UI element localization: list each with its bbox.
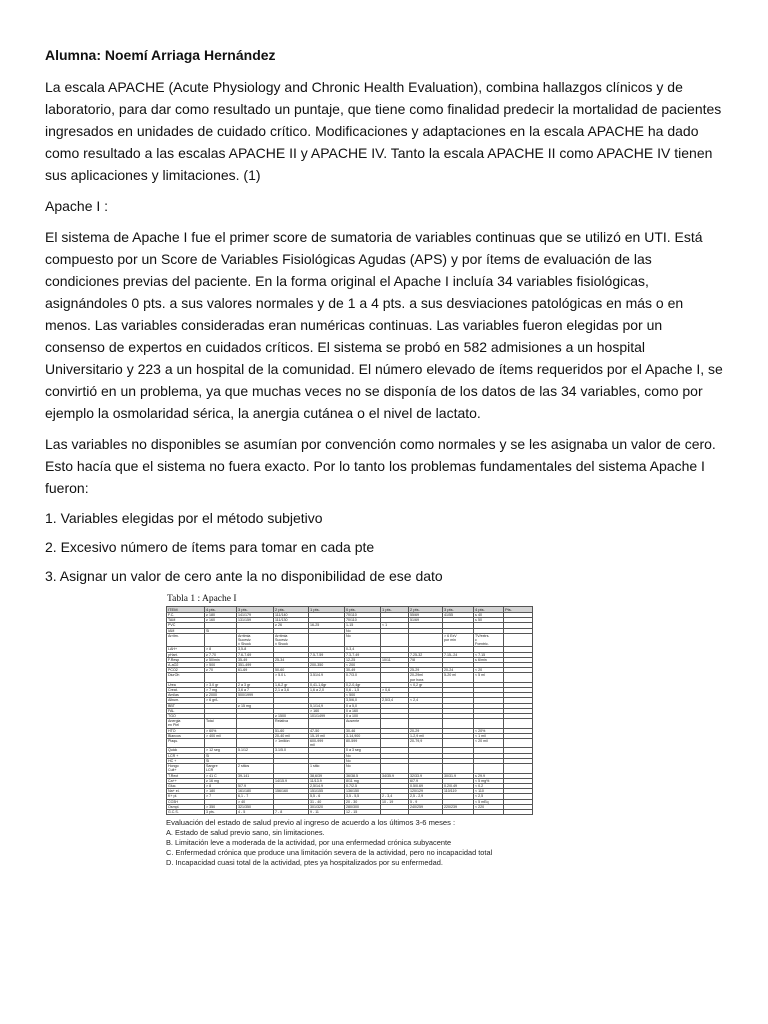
table-cell: TAM — [167, 618, 205, 623]
table-cell: No — [345, 753, 381, 758]
table-cell — [409, 809, 443, 814]
table-cell: 2,5/3,4 — [381, 698, 409, 703]
table-cell: 3,5 - 5,5 — [345, 794, 381, 799]
table-cell: HC + — [167, 758, 205, 763]
table-cell: 7 - 8 — [274, 809, 309, 814]
table-header-cell: 1 pts. — [309, 607, 345, 613]
table-cell: HTO — [167, 728, 205, 733]
notes-item: A. Estado de salud previo sano, sin limitaciones. — [166, 828, 325, 838]
table-cell: A-aO2 — [167, 663, 205, 668]
table-cell: LCR + — [167, 753, 205, 758]
table-cell: > 350 — [205, 804, 237, 809]
table-cell: 3-14,900 — [345, 733, 381, 738]
table-cell: ≥ 2000 — [205, 693, 237, 698]
table-cell: 55/69 — [409, 613, 443, 618]
table-cell: < 20 — [474, 668, 504, 673]
table-cell: < 2,4 — [409, 698, 443, 703]
table-cell — [237, 673, 274, 682]
table-cell: 136/150 — [345, 789, 381, 794]
table-cell — [474, 764, 504, 773]
table-cell: 2 sitios — [237, 764, 274, 773]
apache-i-table — [166, 606, 533, 815]
table-cell: 50-60 — [274, 668, 309, 673]
table-cell: 12 - 15 — [345, 809, 381, 814]
table-cell: Quick — [167, 748, 205, 753]
table-cell: BBT — [167, 703, 205, 708]
table-cell — [443, 764, 474, 773]
table-cell: 111/140 — [274, 613, 309, 618]
table-cell: 9 - 11 — [309, 809, 345, 814]
table-cell: Sangre LCR — [205, 764, 237, 773]
table-cell: ≤ 50 — [474, 618, 504, 623]
table-cell: ≥ 15 mg — [237, 703, 274, 708]
table-cell: 30-46 — [345, 728, 381, 733]
table-cell: Plaqu. — [167, 739, 205, 748]
problem-list-item: 3. Asignar un valor de cero ante la no disponibilidad de ese dato — [45, 568, 443, 584]
table-cell: 41/55 — [443, 613, 474, 618]
table-cell: 351-499 — [237, 663, 274, 668]
table-header-cell: ITEM — [167, 607, 205, 613]
table-cell: 20-40 mil — [274, 733, 309, 738]
table-cell: > 1millón — [274, 739, 309, 748]
table-cell: 0.2/0.49 — [443, 783, 474, 788]
table-cell: 80-599 — [345, 739, 381, 748]
table-cell: Blancos — [167, 733, 205, 738]
table-cell: 70/110 — [345, 618, 381, 623]
table-cell: ≤ 40 — [474, 613, 504, 618]
table-cell: Arrítm. — [167, 633, 205, 647]
table-cell: < 5 ml — [474, 673, 504, 682]
table-cell: > 12 seg — [205, 748, 237, 753]
table-cell — [504, 809, 533, 814]
table-cell: 0 a 3 seg — [345, 748, 381, 753]
table-cell: 0.7/3.0 — [345, 673, 381, 682]
table-cell: 7.15-.24 — [443, 652, 474, 657]
table-header-cell: 3 pts. — [443, 607, 474, 613]
table-cell: 36/38.5 — [345, 773, 381, 778]
table-cell: Relativa — [274, 719, 309, 728]
table-cell: > 7 mg — [205, 688, 237, 693]
table-cell: 7.25-32 — [409, 652, 443, 657]
table-cell: 600-999 mil — [309, 739, 345, 748]
table-cell: pHart. — [167, 652, 205, 657]
table-header-cell: 2 pts. — [409, 607, 443, 613]
table-cell: 25-34 — [274, 657, 309, 662]
table-header-cell: 4 pts. — [205, 607, 237, 613]
table-cell: < 0,2 gr — [409, 682, 443, 687]
table-row — [167, 633, 533, 647]
table-cell — [504, 673, 533, 682]
table-cell: 200-350 — [309, 663, 345, 668]
table-cell: 0.7/2.5 — [345, 783, 381, 788]
table-cell — [237, 739, 274, 748]
table-cell — [409, 719, 443, 728]
table-cell: 7.3-7.49 — [345, 652, 381, 657]
table-cell: PCO2 — [167, 668, 205, 673]
table-cell: 5,1/14,9 — [309, 703, 345, 708]
table-cell: Gluc. — [167, 783, 205, 788]
table-cell: 151/155 — [309, 789, 345, 794]
table-cell: TGO — [167, 714, 205, 719]
table-cell: K+ pl. — [167, 794, 205, 799]
table-cell: 1 sitio — [309, 764, 345, 773]
table-cell: 6,1 - 7 — [237, 794, 274, 799]
table-cell: > 3.0 gr — [205, 682, 237, 687]
table-cell — [443, 809, 474, 814]
table-cell: 280/300 — [345, 804, 381, 809]
table-cell: 3.1/5.0 — [274, 748, 309, 753]
table-cell: Amilas — [167, 693, 205, 698]
apache-i-paragraph: El sistema de Apache I fue el primer score de sumatoria de variables continuas que se utilizó en UTI. Está compuesto por un Score de Variables Fisiológicas Agudas (APS) y por ítems de evaluación de las condiciones previas del paciente. En la forma original el Apache I incluía 34 variables fisiológicas, asignándoles 0 pts. a sus valores normales y de 1 a 4 pts. a sus desviaciones patológicas en más o en menos. Las variables consideradas eran numéricas continuas. Las variables fueron elegidas por un consenso de expertos en cuidados críticos. El sistema se probó en 582 admisiones a un hospital Universitario y 223 a un hospital de la comunidad. El número elevado de ítems requeridos por el Apache I, se convirtió en un problema, ya que muchas veces no se disponía de los datos de las 34 variables, como por ejemplo la osmolaridad sérica, la anergia cutánea o el nivel de lactato. — [45, 229, 723, 421]
table-cell: 20-24 — [443, 668, 474, 673]
table-cell: No — [345, 758, 381, 763]
table-cell: 3,6 a 7 — [237, 688, 274, 693]
table-cell: 161/180 — [237, 789, 274, 794]
table-cell: < 200 — [345, 663, 381, 668]
table-cell: 3,5-8 — [237, 647, 274, 652]
table-cell: 3 pts. — [205, 809, 237, 814]
table-cell — [205, 633, 237, 647]
table-cell: 7.6-7.69 — [237, 652, 274, 657]
table-cell: Urea — [167, 682, 205, 687]
table-cell — [409, 633, 443, 647]
table-cell: > 6 gr/L — [205, 698, 237, 703]
table-header-cell: 0 pts. — [345, 607, 381, 613]
table-cell: 32/33.9 — [409, 773, 443, 778]
table-header-cell: Pts. — [504, 607, 533, 613]
table-cell: Si — [205, 758, 237, 763]
table-cell: 2,5 - 2,9 — [409, 794, 443, 799]
table-cell: 34/35.9 — [381, 773, 409, 778]
table-cell: ≥ 180 — [205, 613, 237, 618]
table-cell: T.Rect — [167, 773, 205, 778]
table-cell: 47-50 — [309, 728, 345, 733]
table-cell: > 500 — [205, 663, 237, 668]
table-cell: 16-25 — [309, 623, 345, 628]
table-cell: < 110 — [474, 789, 504, 794]
table-cell — [474, 809, 504, 814]
table-cell: 131/159 — [237, 618, 274, 623]
table-cell — [309, 719, 345, 728]
table-cell: CO3H — [167, 799, 205, 804]
table-cell: 20 - 30 — [345, 799, 381, 804]
table-cell: 101/1499 — [309, 714, 345, 719]
table-cell: > 160 — [309, 708, 345, 713]
table-cell: Ca++ — [167, 778, 205, 783]
table-cell: IAM — [167, 628, 205, 633]
table-cell: 0,6 - 1,5 — [345, 688, 381, 693]
table-cell — [443, 719, 474, 728]
table-cell: 2 a 3 gr — [237, 682, 274, 687]
table-cell: Arritmia Sucesiv. ± Shock — [237, 633, 274, 647]
table-cell: 5/7.9 — [237, 783, 274, 788]
table-cell: 5 - 9 — [409, 799, 443, 804]
table-cell: Hongo Cult+ — [167, 764, 205, 773]
table-cell: ≥ 70 — [205, 668, 237, 673]
table-cell: 1,6-2 gr — [274, 682, 309, 687]
table-cell: 10/11 — [381, 657, 409, 662]
table-cell: 51-60 — [274, 728, 309, 733]
table-cell: 2,1 a 3,6 — [274, 688, 309, 693]
table-cell: ≥ 26 — [274, 623, 309, 628]
table-cell: F.C. — [167, 613, 205, 618]
table-row — [167, 809, 533, 814]
table-cell: DiurOh — [167, 673, 205, 682]
table-cell — [381, 633, 409, 647]
table-cell: Album. — [167, 698, 205, 703]
table-cell — [381, 764, 409, 773]
table-cell: 39-141 — [237, 773, 274, 778]
table-cell — [381, 673, 409, 682]
table-cell: 20-29 — [409, 728, 443, 733]
section-heading-apache-i: Apache I : — [45, 198, 109, 214]
table-cell — [381, 809, 409, 814]
table-cell — [504, 719, 533, 728]
table-cell: 20-29ml por hora — [409, 673, 443, 682]
table-cell: 25-29 — [409, 668, 443, 673]
table-cell: 0,2-0,4gr — [345, 682, 381, 687]
table-cell: < 1 — [381, 623, 409, 628]
intro-paragraph: La escala APACHE (Acute Physiology and Chronic Health Evaluation), combina hallazgos clínicos y de laboratorio, para dar como resultado un puntaje, que tiene como finalidad predecir la mortalidad de pacientes ingresados en unidades de cuidado crítico. Modificaciones y adaptaciones en la escala APACHE ha dado como resultado a las escalas APACHE II y APACHE IV. Tanto la escala APACHE II como APACHE IV tienen sus aplicaciones y limitaciones. (1) — [45, 79, 722, 183]
table-header-cell: 2 pts. — [274, 607, 309, 613]
table-row — [167, 719, 533, 728]
notes-item: B. Limitación leve a moderada de la actividad, por una enfermedad crónica subyacente — [166, 838, 452, 848]
table-cell: 0 a 5,0 — [345, 703, 381, 708]
previous-health-notes — [166, 818, 512, 868]
table-cell: > 5.0 L — [274, 673, 309, 682]
table-cell: 110/119 — [443, 789, 474, 794]
table-cell: 1,6 a 2,0 — [309, 688, 345, 693]
table-cell — [504, 739, 533, 748]
table-cell: 38,6/39 — [309, 773, 345, 778]
table-cell: < 5 mEq — [474, 799, 504, 804]
table-cell: 3,5/6,0 — [345, 698, 381, 703]
table-cell: No — [345, 633, 381, 647]
table-cell: 2 - 3,4 — [381, 794, 409, 799]
table-cell: G.C.S. — [167, 809, 205, 814]
table-cell: No — [345, 628, 381, 633]
table-cell: > 6 ExV por min — [443, 633, 474, 647]
problem-list-item: 1. Variables elegidas por el método subjetivo — [45, 510, 323, 526]
table-cell — [504, 633, 533, 647]
table-cell: < 5 mg% — [474, 778, 504, 783]
table-cell: 141/179 — [237, 613, 274, 618]
table-cell: ≥ 160 — [205, 618, 237, 623]
table-cell: 61-69 — [237, 668, 274, 673]
table-cell: < 20 mil — [474, 739, 504, 748]
table-cell: Arritmia Sucesiv. ± Shock — [274, 633, 309, 647]
table-cell: LAH+ — [167, 647, 205, 652]
table-cell — [205, 673, 237, 682]
table-cell: Anergia en Piel — [167, 719, 205, 728]
table-cell: 1-2,9 mil — [409, 733, 443, 738]
table-cell: > 0,6 — [381, 688, 409, 693]
table-cell: > 8 — [205, 647, 237, 652]
table-cell: Si — [205, 628, 237, 633]
table-cell: < 500 — [345, 693, 381, 698]
table-cell — [237, 719, 274, 728]
table-cell: < 7.15 — [474, 652, 504, 657]
table-cell: 4 - 5 — [237, 809, 274, 814]
table-cell: 15-19 mil — [309, 733, 345, 738]
table-cell: 14/15.9 — [274, 778, 309, 783]
author-name: Alumna: Noemí Arriaga Hernández — [45, 47, 276, 63]
table-cell: PVC — [167, 623, 205, 628]
table-cell: 11/13.9 — [309, 778, 345, 783]
table-cell — [474, 719, 504, 728]
table-cell: 5-20 ml — [443, 673, 474, 682]
table-cell: 5,5 - 6 — [309, 794, 345, 799]
table-header-cell: 1 pts. — [381, 607, 409, 613]
table-cell: > 40 — [237, 799, 274, 804]
table-cell: 301/320 — [309, 804, 345, 809]
table-cell — [274, 764, 309, 773]
table-cell: 70/110 — [345, 613, 381, 618]
notes-item: C. Enfermedad crónica que produce una limitación severa de la actividad, pero no incapacidad total — [166, 848, 493, 858]
table-cell: Na+ el. — [167, 789, 205, 794]
table-cell — [205, 739, 237, 748]
table-cell: F.Resp — [167, 657, 205, 662]
table-cell: Ausente — [345, 719, 381, 728]
table-cell: Osmpl. — [167, 804, 205, 809]
table-cell: FAL — [167, 708, 205, 713]
table-cell: 500/1999 — [237, 693, 274, 698]
table-cell: < 220 — [474, 804, 504, 809]
variables-paragraph: Las variables no disponibles se asumían por convención como normales y se les asignaba un valor de cero. Esto hacía que el sistema no fuera exacto. Por lo tanto los problemas fundamentales del sistema Apache I fueron: — [45, 436, 716, 496]
table-cell — [409, 764, 443, 773]
table-cell: 240/259 — [409, 804, 443, 809]
table-cell: ≥ 50/min — [205, 657, 237, 662]
table-cell — [309, 633, 345, 647]
table-cell: 1-15 — [345, 623, 381, 628]
table-cell — [381, 739, 409, 748]
table-cell: > 400 mil — [205, 733, 237, 738]
problem-list-item: 2. Excesivo número de ítems para tomar en cada pte — [45, 539, 375, 555]
table-header-cell: 4 pts. — [474, 607, 504, 613]
table-cell: 111/130 — [274, 618, 309, 623]
table-cell: 7/8 — [409, 657, 443, 662]
table-cell: ≥ 1500 — [274, 714, 309, 719]
table-cell: > 60% — [205, 728, 237, 733]
table-cell: 6/7.9 — [409, 778, 443, 783]
apache-table-figure — [166, 594, 512, 868]
table-cell: 31 - 40 — [309, 799, 345, 804]
table-body — [167, 613, 533, 815]
table-row — [167, 764, 533, 773]
table-cell: 0 a 160 — [345, 708, 381, 713]
table-cell: ≤ 29.9 — [474, 773, 504, 778]
table-cell: 12-25 — [345, 657, 381, 662]
table-cell: Total — [205, 719, 237, 728]
table-cell: 0.5/0.69 — [409, 783, 443, 788]
table-cell: 0-3,4 — [345, 647, 381, 652]
notes-title: Evaluación del estado de salud previo al ingreso de acuerdo a los últimos 3-6 meses : — [166, 818, 456, 828]
table-row — [167, 673, 533, 682]
table-cell: Si — [205, 753, 237, 758]
table-cell: < 2,5 — [474, 794, 504, 799]
table-cell: < 1 mil — [474, 733, 504, 738]
table-cell: 5.1/12 — [237, 748, 274, 753]
table-cell: 0 a 100 — [345, 714, 381, 719]
table-cell: 8/11 mg — [345, 778, 381, 783]
table-cell: > 8 — [205, 783, 237, 788]
table-cell: ≥ 7.70 — [205, 652, 237, 657]
table-cell: 120/129 — [409, 789, 443, 794]
table-cell: 220/239 — [443, 804, 474, 809]
table-cell: 35-49 — [237, 657, 274, 662]
table-cell: 7.5-7.59 — [309, 652, 345, 657]
table-cell — [504, 764, 533, 773]
table-cell: 321/350 — [237, 804, 274, 809]
table-cell — [381, 719, 409, 728]
table-cell: 10 - 19 — [381, 799, 409, 804]
table-cell: Creat. — [167, 688, 205, 693]
table-cell: 0,41-1,6gr — [309, 682, 345, 687]
table-cell: > 7 — [205, 794, 237, 799]
table-row — [167, 739, 533, 748]
table-cell: ≥ 16 mg — [205, 778, 237, 783]
table-cell: < 20% — [474, 728, 504, 733]
table-cell: 30/31.9 — [443, 773, 474, 778]
notes-item: D. Incapacidad cuasi total de la actividad, ptes ya hospitalizados por su enfermedad. — [166, 858, 443, 868]
table-cell: > 41 C — [205, 773, 237, 778]
table-cell: 156/160 — [274, 789, 309, 794]
table-cell: No — [345, 764, 381, 773]
table-cell: ≤ 6/min — [474, 657, 504, 662]
table-cell: > 180 — [205, 789, 237, 794]
table-cell — [443, 739, 474, 748]
table-caption: Tabla 1 : Apache I — [167, 594, 237, 604]
table-cell: 30-49 — [345, 668, 381, 673]
table-cell: TV/extrs. c Fventric. — [474, 633, 504, 647]
table-cell: 3.51/4.9 — [309, 673, 345, 682]
table-cell: 2,5/14.9 — [309, 783, 345, 788]
table-header-cell: 3 pts. — [237, 607, 274, 613]
table-cell: 51/69 — [409, 618, 443, 623]
table-cell: 20-79,9 — [409, 739, 443, 748]
table-cell: < 0.2 — [474, 783, 504, 788]
